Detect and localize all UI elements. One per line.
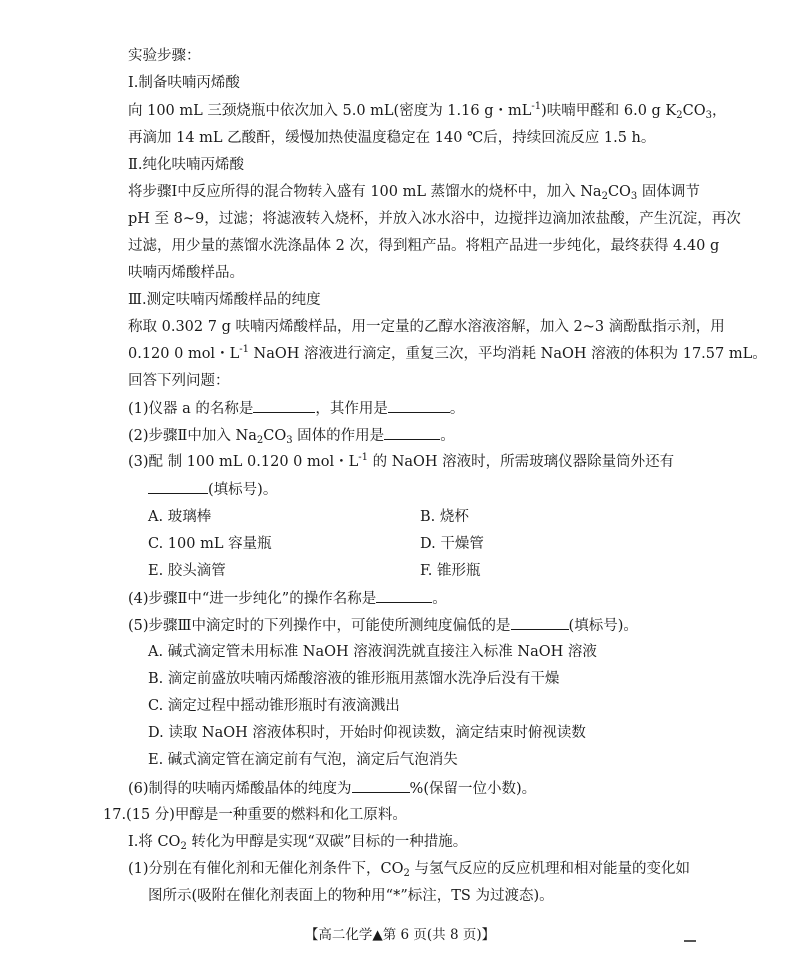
q5-option-d[interactable]: D. 读取 NaOH 溶液体积时，开始时仰视读数，滴定结束时俯视读数	[148, 725, 586, 741]
question-6: (6)制得的呋喃丙烯酸晶体的纯度为 %(保留一位小数)。	[128, 778, 536, 799]
step3-title: Ⅲ.测定呋喃丙烯酸样品的纯度	[128, 292, 321, 308]
answer-blank[interactable]	[384, 425, 440, 440]
answer-blank[interactable]	[148, 479, 208, 494]
step1-line1: 向 100 mL 三颈烧瓶中依次加入 5.0 mL(密度为 1.16 g・$mL^{-1}$)呋喃甲醛和 6.0 g $K_2CO_3$，	[128, 101, 727, 121]
answer-prompt: 回答下列问题：	[128, 373, 230, 389]
q3-option-b[interactable]: B. 烧杯	[420, 509, 469, 525]
q3-option-e[interactable]: E. 胶头滴管	[148, 563, 226, 579]
q5-option-c[interactable]: C. 滴定过程中摇动锥形瓶时有液滴溅出	[148, 698, 400, 714]
step2-line1: 将步骤Ⅰ中反应所得的混合物转入盛有 100 mL 蒸馏水的烧杯中，加入 $Na_2CO_3$ 固体调节	[128, 184, 700, 202]
q3-option-f[interactable]: F. 锥形瓶	[420, 563, 481, 579]
corner-mark	[684, 940, 696, 942]
q3-option-d[interactable]: D. 干燥管	[420, 536, 484, 552]
step3-line1: 称取 0.302 7 g 呋喃丙烯酸样品，用一定量的乙醇水溶液溶解，加入 2~3 滴酚酞指示剂，用	[128, 319, 725, 335]
q3-option-a[interactable]: A. 玻璃棒	[148, 509, 212, 525]
question-17-part1: Ⅰ.将 $CO_2$ 转化为甲醇是实现“双碳”目标的一种措施。	[128, 834, 468, 852]
step1-title: Ⅰ.制备呋喃丙烯酸	[128, 75, 240, 91]
step2-line3: 过滤，用少量的蒸馏水洗涤晶体 2 次，得到粗产品。将粗产品进一步纯化，最终获得 4.40 g	[128, 238, 720, 254]
q5-option-a[interactable]: A. 碱式滴定管未用标准 NaOH 溶液润洗就直接注入标准 NaOH 溶液	[148, 644, 597, 660]
question-17-sub1-line1: (1)分别在有催化剂和无催化剂条件下，$CO_2$ 与氢气反应的反应机理和相对能量的变化如	[128, 861, 691, 879]
question-5: (5)步骤Ⅲ中滴定时的下列操作中，可能使所测纯度偏低的是 (填标号)。	[128, 615, 638, 636]
step2-line2: pH 至 8~9，过滤；将滤液转入烧杯，并放入冰水浴中，边搅拌边滴加浓盐酸，产生沉淀，再次	[128, 211, 741, 227]
section-heading: 实验步骤：	[128, 48, 201, 64]
answer-blank[interactable]	[352, 778, 410, 793]
page-footer: 【高二化学▲第 6 页(共 8 页)】	[304, 927, 496, 943]
question-4: (4)步骤Ⅱ中“进一步纯化”的操作名称是 。	[128, 588, 447, 609]
q5-option-b[interactable]: B. 滴定前盛放呋喃丙烯酸溶液的锥形瓶用蒸馏水洗净后没有干燥	[148, 671, 560, 687]
answer-blank[interactable]	[511, 615, 569, 630]
question-17-sub1-line2: 图所示(吸附在催化剂表面上的物种用“*”标注，TS 为过渡态)。	[148, 888, 554, 904]
answer-blank[interactable]	[253, 398, 315, 413]
question-3-line1: (3)配 制 100 mL 0.120 0 mol・$L^{-1}$ 的 NaOH 溶液时，所需玻璃仪器除量筒外还有	[128, 452, 675, 470]
step2-line4: 呋喃丙烯酸样品。	[128, 265, 244, 281]
question-3-line2: (填标号)。	[148, 479, 277, 500]
step2-title: Ⅱ.纯化呋喃丙烯酸	[128, 157, 244, 173]
q5-option-e[interactable]: E. 碱式滴定管在滴定前有气泡，滴定后气泡消失	[148, 752, 458, 768]
question-17-header: 17.(15 分)甲醇是一种重要的燃料和化工原料。	[103, 807, 407, 823]
answer-blank[interactable]	[388, 398, 450, 413]
step3-line2: 0.120 0 mol・$L^{-1}$ NaOH 溶液进行滴定，重复三次，平均消耗 NaOH 溶液的体积为 17.57 mL。	[128, 344, 767, 362]
question-2: (2)步骤Ⅱ中加入 $Na_2CO_3$ 固体的作用是 。	[128, 425, 455, 446]
step1-line2: 再滴加 14 mL 乙酸酐，缓慢加热使温度稳定在 140 ℃后，持续回流反应 1.5 h。	[128, 130, 656, 146]
answer-blank[interactable]	[376, 588, 432, 603]
question-1: (1)仪器 a 的名称是 ，其作用是 。	[128, 398, 464, 419]
q3-option-c[interactable]: C. 100 mL 容量瓶	[148, 536, 272, 552]
